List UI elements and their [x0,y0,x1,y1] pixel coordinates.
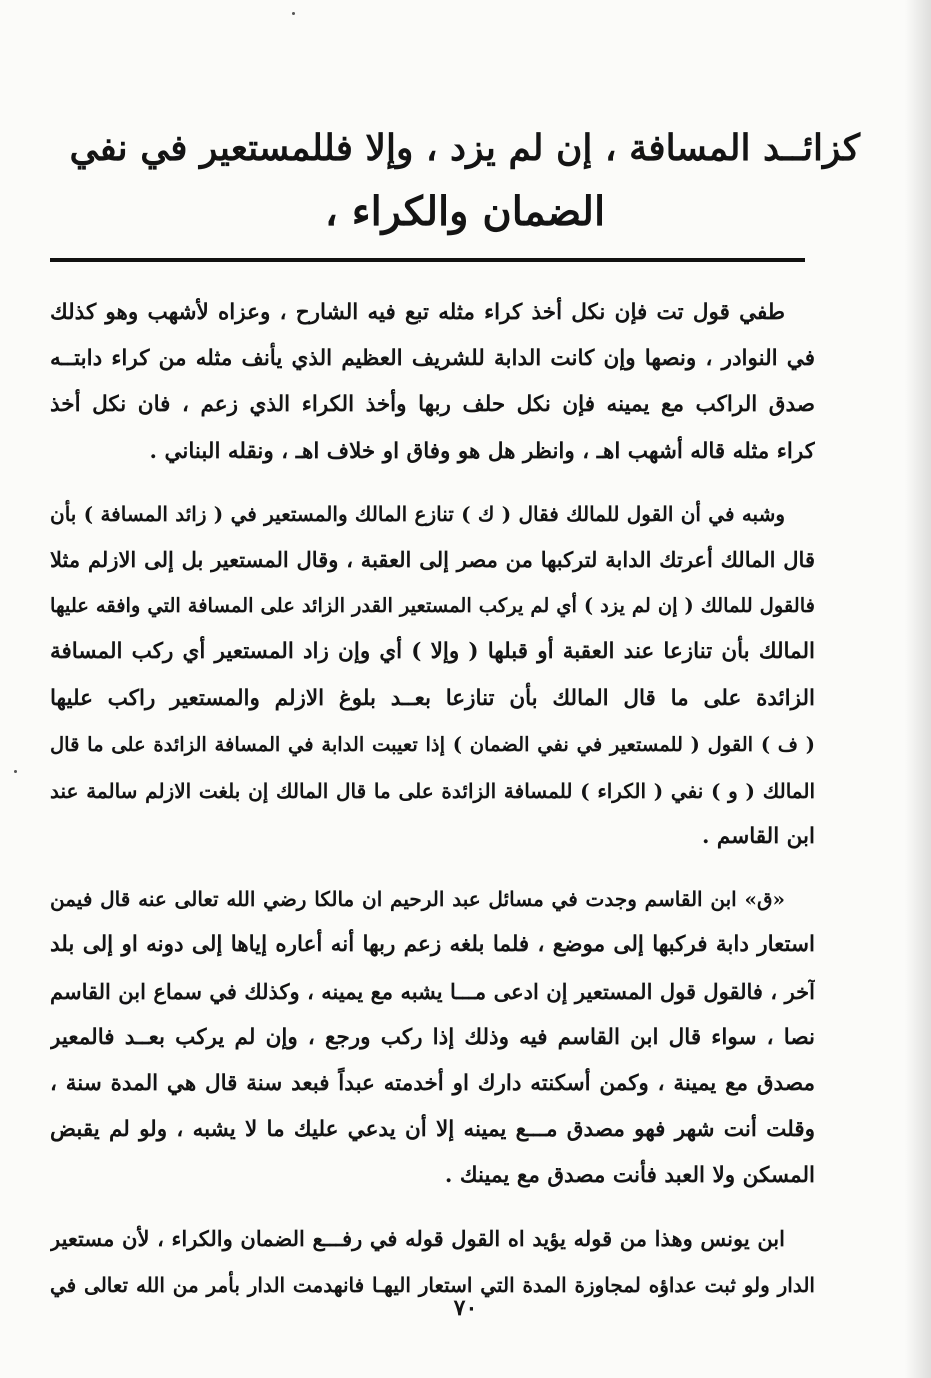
text-line: المالك بأن تنازعا عند العقبة أو قبلها ( وإلا ) أي وإن زاد المستعير أي ركب المسافة [50,639,815,665]
text-line: ابن القاسم . [701,824,815,850]
heading-divider [50,258,805,262]
text-line: مصدق مع يمينة ، وكمن أسكنته دارك او أخدمته عبداً فبعد سنة قال هي المدة سنة ، [50,1071,815,1096]
paragraph-2 [50,491,815,861]
page-number: ٧٠ [453,1295,478,1321]
text-line: صدق الراكب مع يمينه فإن نكل حلف ربها وأخذ الكراء الذي زعم ، فان نكل أخذ [50,392,815,418]
page-edge-shadow [905,0,931,1378]
paragraph-3 [50,876,815,1199]
text-line: قال المالك أعرتك الدابة لتركبها من مصر إلى العقبة ، وقال المستعير بل إلى الازلم مثلا [50,546,815,572]
text-line: الزائدة على ما قال المالك بأن تنازعا بعــد بلوغ الازلم والمستعير راكب عليها [50,685,815,711]
heading-line-2: الضمان والكراء ، [324,188,606,235]
text-line: وشبه في أن القول للمالك فقال ( ك ) تنازع المالك والمستعير في ( زائد المسافة ) بأن [50,501,786,526]
text-line: «ق» ابن القاسم وجدت في مسائل عبد الرحيم ان مالكا رضي الله تعالى عنه قال فيمن [50,887,785,912]
text-line: الدار ولو ثبت عداؤه لمجاوزة المدة التي استعار اليهـا فانهدمت الدار بأمر من الله تعالى في [50,1272,815,1297]
paragraph-1 [50,290,815,475]
text-line: استعار دابة فركبها إلى موضع ، فلما بلغه زعم ربها أنه أعاره إياها إلى دونه او إلى بلد [50,932,815,958]
ink-speck [292,12,295,15]
text-line: ابن يونس وهذا من قوله يؤيد اه القول قوله في رفـــع الضمان والكراء ، لأن مستعير [50,1225,785,1251]
heading-line-1: كزائــد المسافة ، إن لم يزد ، وإلا فللمستعير في نفي [69,127,860,169]
text-line: ( ف ) القول ( للمستعير في نفي الضمان ) إذا تعيبت الدابة في المسافة الزائدة على ما قال [50,732,815,756]
text-line: المسكن ولا العبد فأنت مصدق مع يمينك . [444,1163,815,1189]
text-line: فالقول للمالك ( إن لم يزد ) أي لم يركب المستعير القدر الزائد على المسافة التي وافقه عليها [50,594,815,618]
text-line: المالك ( و ) نفي ( الكراء ) للمسافة الزائدة على ما قال المالك إن بلغت الازلم سالمة عند [50,778,815,803]
text-line: طفي قول تت فإن نكل أخذ كراء مثله تبع فيه الشارح ، وعزاه لأشهب وهو كذلك [50,300,785,325]
ink-speck [14,770,17,773]
text-line: آخر ، فالقول قول المستعير إن ادعى مـــا يشبه مع يمينه ، وكذلك في سماع ابن القاسم [50,978,815,1004]
text-line: في النوادر ، ونصها وإن كانت الدابة للشريف العظيم الذي يأنف مثله من كراء دابتــه [50,346,815,372]
text-line: كراء مثله قاله أشهب اهـ ، وانظر هل هو وفاق او خلاف اهـ ، ونقله البناني . [149,438,815,464]
body-text [50,290,815,1324]
text-line: نصا ، سواء قال ابن القاسم فيه وذلك إذا ركب ورجع ، وإن لم يركب بعــد فالمعير [50,1024,815,1050]
section-heading [70,116,860,244]
text-line: وقلت أنت شهر فهو مصدق مـــع يمينه إلا أن يدعي عليك ما لا يشبه ، ولو لم يقبض [50,1117,815,1143]
